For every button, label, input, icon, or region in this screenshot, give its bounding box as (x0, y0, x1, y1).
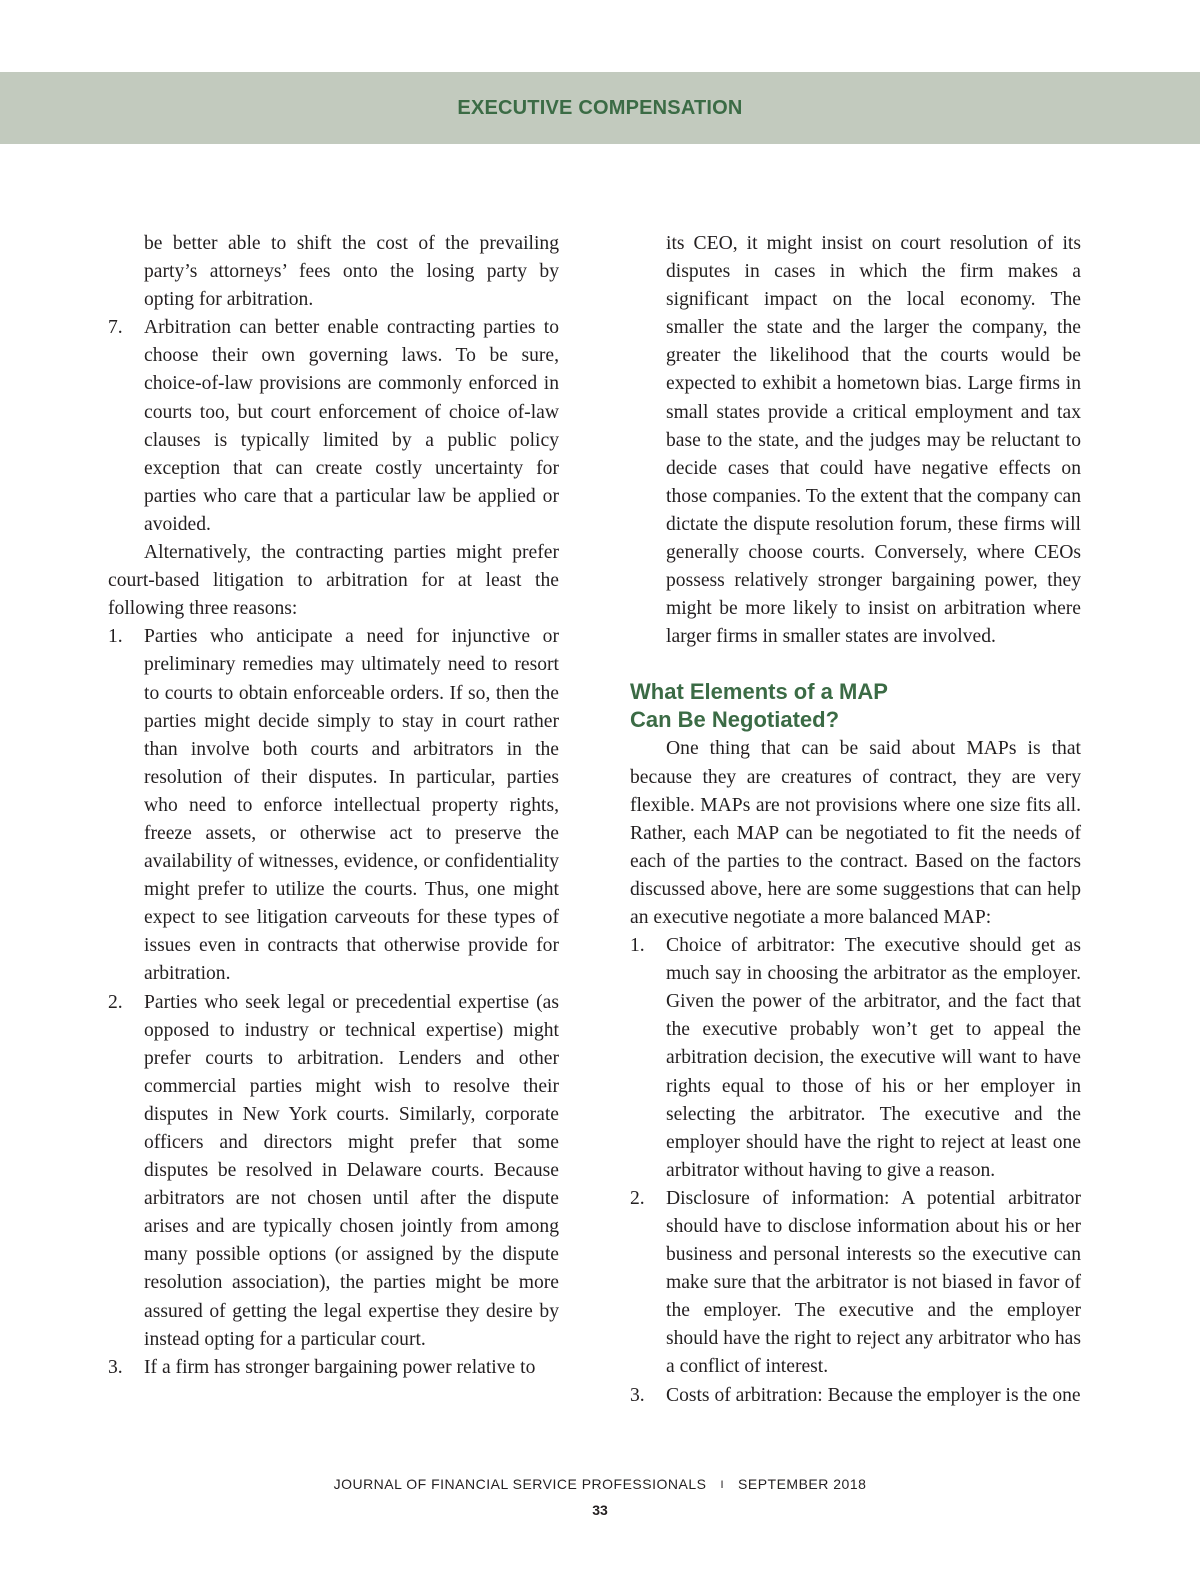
reason-item-1 (108, 623, 559, 988)
list-item-continuation: its CEO, it might insist on court resolution of its disputes in cases in which the firm makes a significant impact on the local economy. The smaller the state and the larger the company, the greater the likelihood that the courts would be expected to exhibit a hometown bias. Large firms in small states provide a critical employment and tax base to the state, and the judges may be reluctant to decide cases that could have negative effects on those companies. To the extent that the company can dictate the dispute resolution forum, these firms will generally choose courts. Conversely, where CEOs possess relatively stronger bargaining power, they might be more likely to insist on arbitration where larger firms in smaller states are involved. (666, 233, 1081, 648)
body-paragraph: One thing that can be said about MAPs is that because they are creatures of contract, they are very flexible. MAPs are not provisions where one size fits all. Rather, each MAP can be negotiated to fit the needs of each of the parties to the contract. Based on the factors discussed above, here are some suggestions that can help an executive negotiate a more balanced MAP: (630, 738, 1081, 928)
body-paragraph: Alternatively, the contracting parties might prefer court-based litigation to arbitration for at least the following three reasons: (108, 542, 559, 620)
list-item-text: Parties who anticipate a need for injunctive or preliminary remedies may ultimately need to resort to courts to obtain enforceable orders. If so, then the parties might decide simply to stay in court rather than involve both courts and arbitrators in the resolution of their disputes. In particular, parties who need to enforce intellectual property rights, freeze assets, or otherwise act to preserve the availability of witnesses, evidence, or confidentiality might prefer to utilize the courts. Thus, one might expect to see litigation carveouts for these types of issues even in contracts that otherwise provide for arbitration. (144, 626, 559, 985)
section-heading (630, 678, 1081, 734)
list-item-number: 3. (108, 1356, 123, 1378)
list-item-text: Costs of arbitration: Because the employer is the one (666, 1384, 1081, 1406)
suggestion-item-3 (630, 1382, 1081, 1410)
list-item-number: 7. (108, 317, 123, 339)
list-item-text: Parties who seek legal or precedential expertise (as opposed to industry or technical expertise) might prefer courts to arbitration. Lenders and other commercial parties might wish to resolve their disputes in New York courts. Similarly, corporate officers and directors might prefer that some disputes be resolved in Delaware courts. Because arbitrators are not chosen until after the dispute arises and are typically chosen jointly from among many possible options (or assigned by the dispute resolution association), the parties might be more assured of getting the legal expertise they desire by instead opting for a particular court. (144, 991, 559, 1350)
reason-item-2 (108, 989, 559, 1354)
list-item-number: 1. (108, 626, 123, 648)
page-number: 33 (592, 1502, 608, 1518)
right-column (630, 230, 1081, 1410)
list-item-number: 3. (630, 1384, 645, 1406)
footer-journal-line (0, 1474, 1200, 1495)
page-footer (0, 1474, 1200, 1520)
section-heading-line-1: What Elements of a MAP (630, 679, 888, 705)
list-item-text: Disclosure of information: A potential arbitrator should have to disclose information about his or her business and personal interests so the executive can make sure that the arbitrator is not biased in favor of the employer. The executive and the employer should have the right to reject any arbitrator who has a conflict of interest. (666, 1187, 1081, 1378)
list-item-text: Arbitration can better enable contracting parties to choose their own governing laws. To be sure, choice-of-law provisions are commonly enforced in courts too, but court enforcement of choice of-law clauses is typically limited by a public policy exception that can create costly uncertainty for parties who care that a particular law be applied or avoided. (144, 317, 559, 535)
suggestion-item-2 (630, 1185, 1081, 1382)
list-item-7 (108, 314, 559, 539)
issue-date: SEPTEMBER 2018 (738, 1476, 867, 1492)
suggestion-item-1 (630, 932, 1081, 1185)
list-item-number: 2. (108, 991, 123, 1013)
list-item-text: Choice of arbitrator: The executive should get as much say in choosing the arbitrator as the employer. Given the power of the arbitrator, and the fact that the executive probably won’t get to appeal the arbitration decision, the executive will want to have rights equal to those of his or her employer in selecting the arbitrator. The executive and the employer should have the right to reject at least one arbitrator without having to give a reason. (666, 935, 1081, 1181)
list-item-continuation: be better able to shift the cost of the prevailing party’s attorneys’ fees onto the losing party by opting for arbitration. (144, 233, 559, 311)
list-item-number: 1. (630, 935, 645, 957)
section-header-band (0, 72, 1200, 144)
left-column (108, 230, 559, 1382)
section-heading-line-2: Can Be Negotiated? (630, 707, 840, 733)
footer-separator: I (720, 1479, 725, 1491)
section-title: EXECUTIVE COMPENSATION (457, 96, 743, 119)
reason-item-3 (108, 1354, 559, 1382)
list-item-number: 2. (630, 1187, 645, 1209)
journal-name: JOURNAL OF FINANCIAL SERVICE PROFESSIONALS (333, 1476, 707, 1492)
list-item-text: If a firm has stronger bargaining power relative to (144, 1356, 536, 1378)
